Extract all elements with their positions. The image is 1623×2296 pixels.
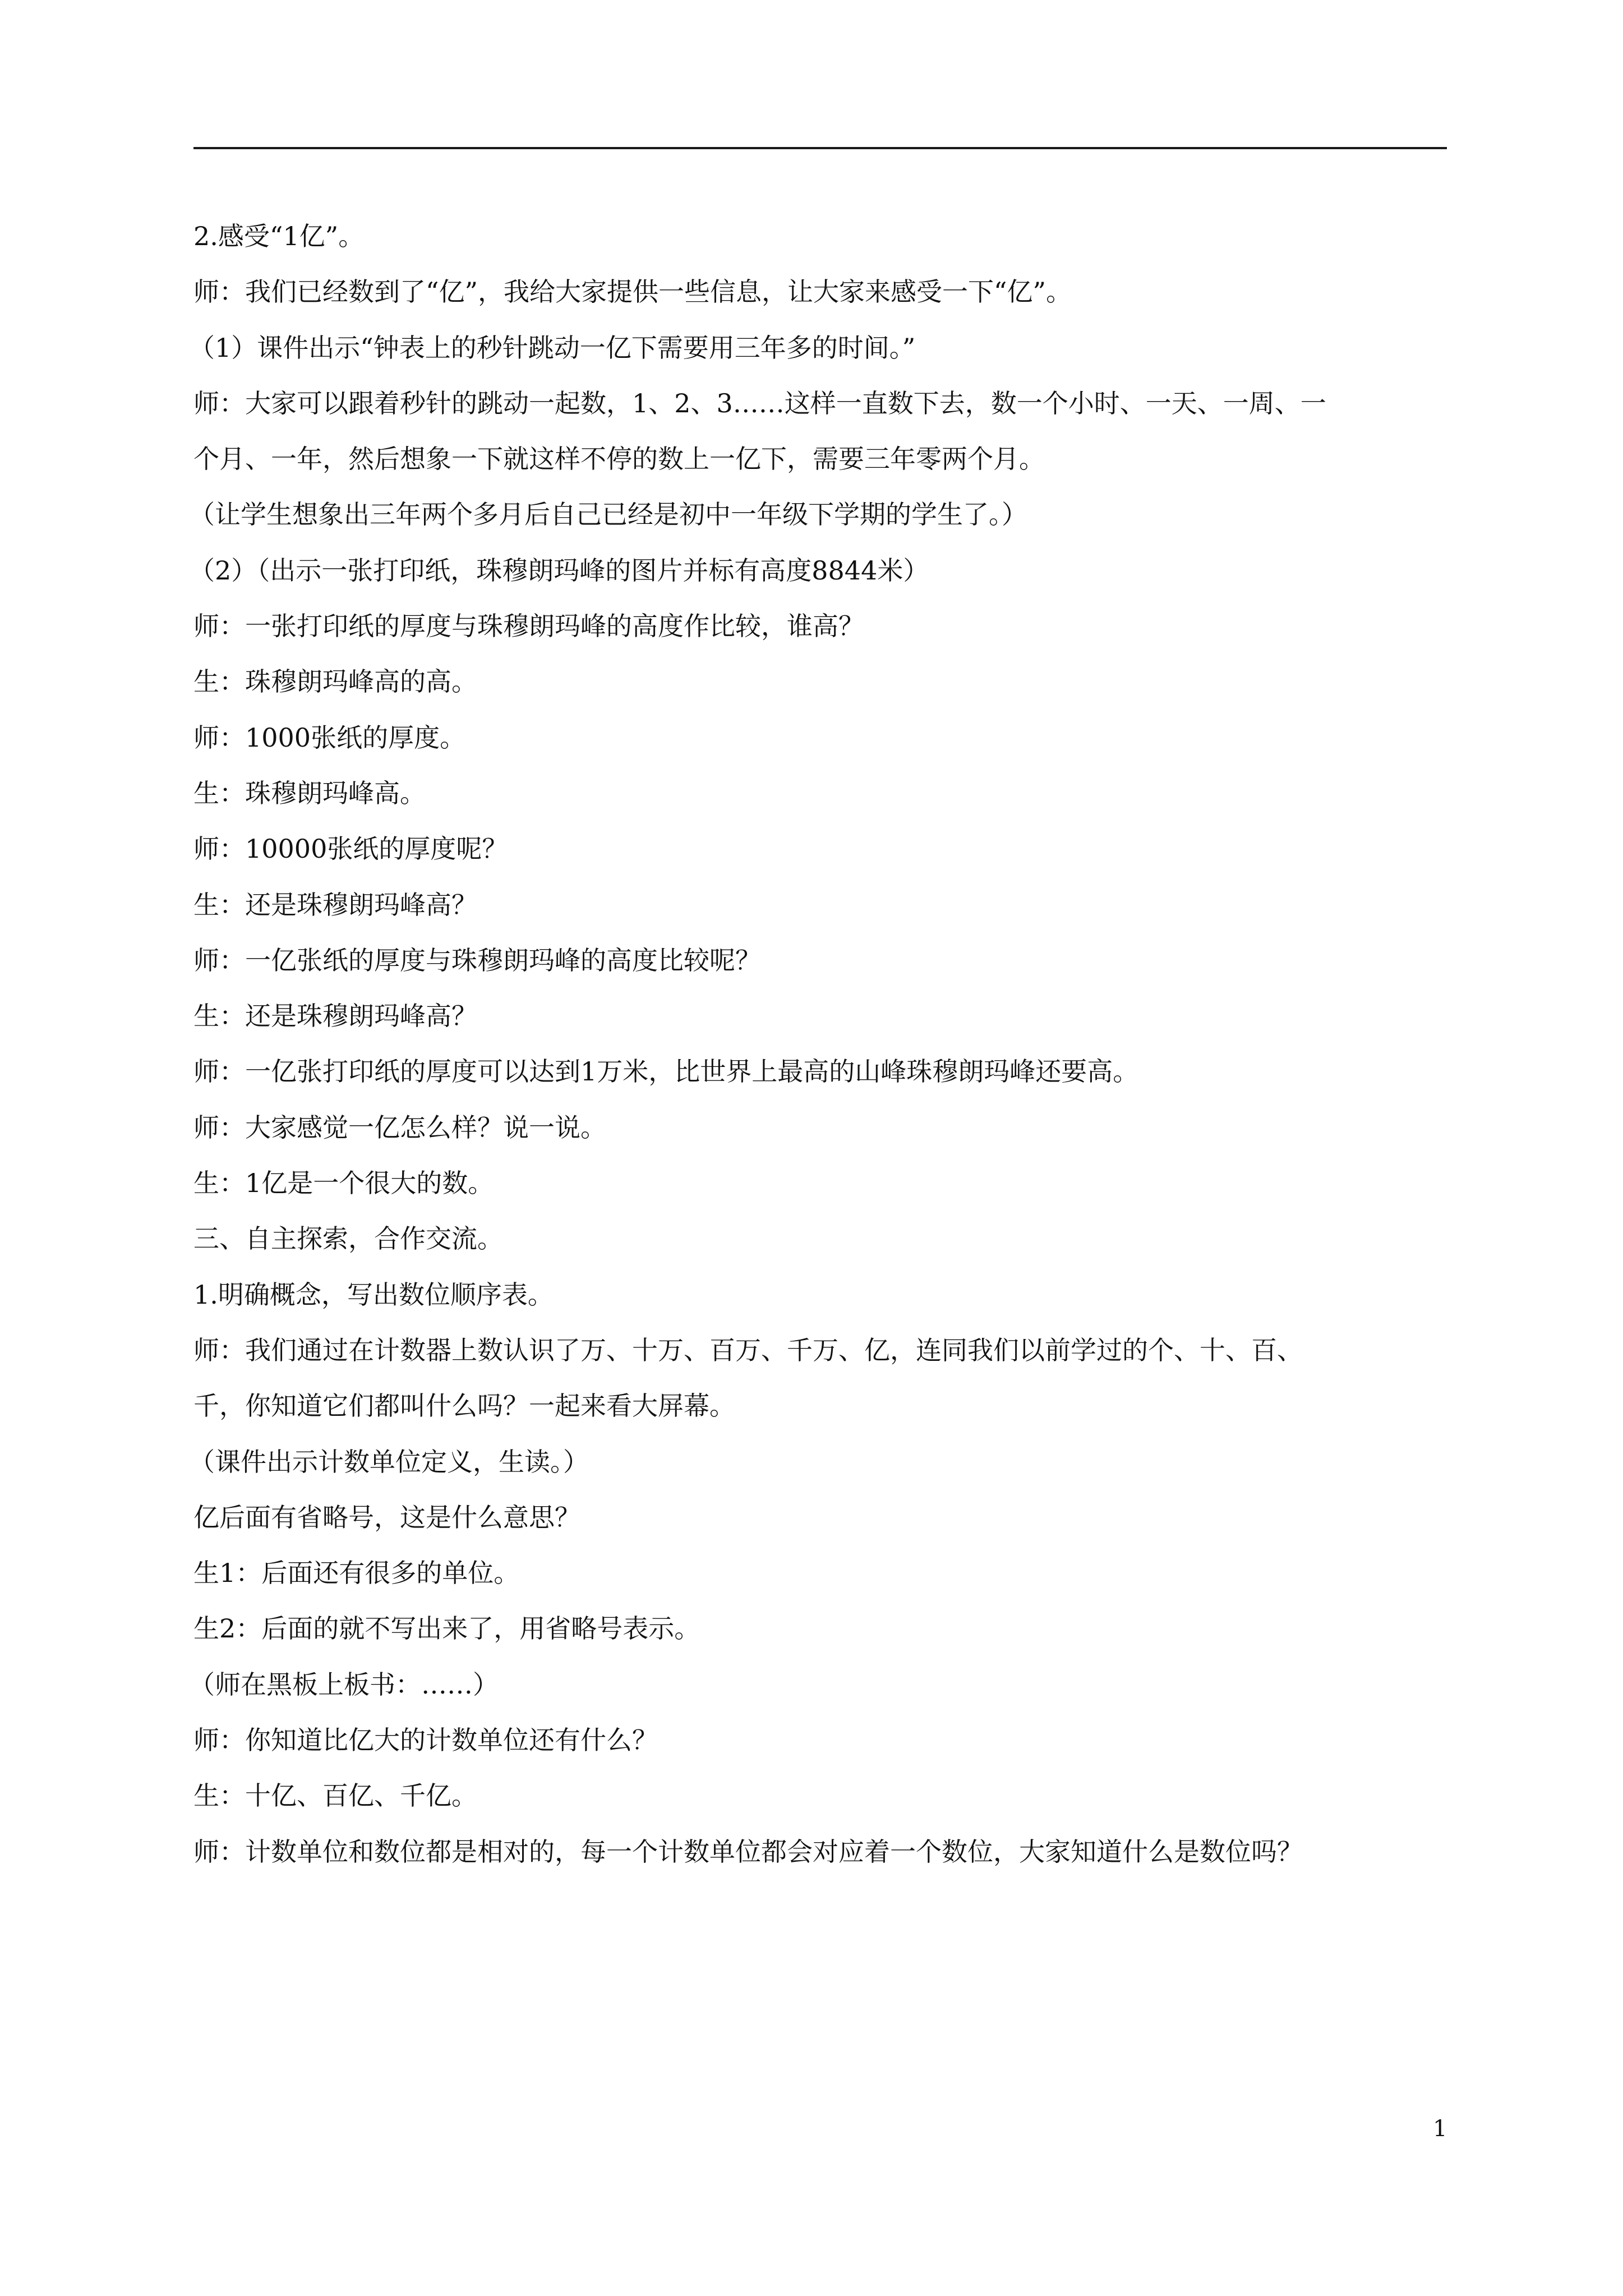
text-line: 个月、一年，然后想象一下就这样不停的数上一亿下，需要三年零两个月。 bbox=[193, 444, 1045, 475]
text-line: （2）（出示一张打印纸，珠穆朗玛峰的图片并标有高度8844米） bbox=[189, 555, 929, 586]
text-line: 师：我们已经数到了“亿”，我给大家提供一些信息，让大家来感受一下“亿”。 bbox=[193, 277, 1072, 307]
text-line: 师：计数单位和数位都是相对的，每一个计数单位都会对应着一个数位，大家知道什么是数位吗？ bbox=[193, 1836, 1303, 1867]
text-line: 师：一亿张打印纸的厚度可以达到1万米，比世界上最高的山峰珠穆朗玛峰还要高。 bbox=[193, 1056, 1139, 1087]
subsection-heading: 1.明确概念，写出数位顺序表。 bbox=[193, 1279, 554, 1310]
page-number: 1 bbox=[1433, 2116, 1447, 2142]
text-line: 师：一张打印纸的厚度与珠穆朗玛峰的高度作比较，谁高？ bbox=[193, 611, 864, 642]
text-line: 生：1亿是一个很大的数。 bbox=[193, 1168, 494, 1199]
text-line: 师：我们通过在计数器上数认识了万、十万、百万、千万、亿，连同我们以前学过的个、十、百、 bbox=[193, 1335, 1303, 1365]
text-line: 师：一亿张纸的厚度与珠穆朗玛峰的高度比较呢？ bbox=[193, 945, 761, 976]
text-line: 2.感受“1亿”。 bbox=[193, 221, 365, 251]
text-line: （课件出示计数单位定义，生读。） bbox=[189, 1446, 589, 1477]
text-line: 师：大家可以跟着秒针的跳动一起数，1、2、3……这样一直数下去，数一个小时、一天、一周、一 bbox=[193, 388, 1326, 418]
text-line: 亿后面有省略号，这是什么意思？ bbox=[193, 1502, 580, 1533]
text-line: （1）课件出示“钟表上的秒针跳动一亿下需要用三年多的时间。” bbox=[189, 332, 916, 363]
section-heading: 三、自主探索，合作交流。 bbox=[193, 1223, 503, 1254]
text-line: 生：还是珠穆朗玛峰高？ bbox=[193, 1001, 477, 1032]
text-line: 千，你知道它们都叫什么吗？一起来看大屏幕。 bbox=[193, 1391, 735, 1421]
document-body bbox=[189, 209, 1450, 1880]
text-line: 师：10000张纸的厚度呢？ bbox=[193, 834, 508, 864]
text-line: 师：你知道比亿大的计数单位还有什么？ bbox=[193, 1725, 658, 1756]
text-line: （让学生想象出三年两个多月后自己已经是初中一年级下学期的学生了。） bbox=[189, 499, 1027, 530]
text-line: 生：十亿、百亿、千亿。 bbox=[193, 1780, 477, 1811]
text-line: 师：大家感觉一亿怎么样？说一说。 bbox=[193, 1112, 606, 1143]
text-line: 生2：后面的就不写出来了，用省略号表示。 bbox=[193, 1613, 700, 1644]
text-line: 生：还是珠穆朗玛峰高？ bbox=[193, 889, 477, 920]
text-line: 生：珠穆朗玛峰高的高。 bbox=[193, 666, 477, 697]
text-line: 生：珠穆朗玛峰高。 bbox=[193, 777, 426, 808]
text-line: 生1：后面还有很多的单位。 bbox=[193, 1558, 520, 1589]
header-rule bbox=[193, 147, 1447, 149]
text-line: 师：1000张纸的厚度。 bbox=[193, 722, 466, 753]
text-line: （师在黑板上板书：……） bbox=[189, 1669, 499, 1700]
